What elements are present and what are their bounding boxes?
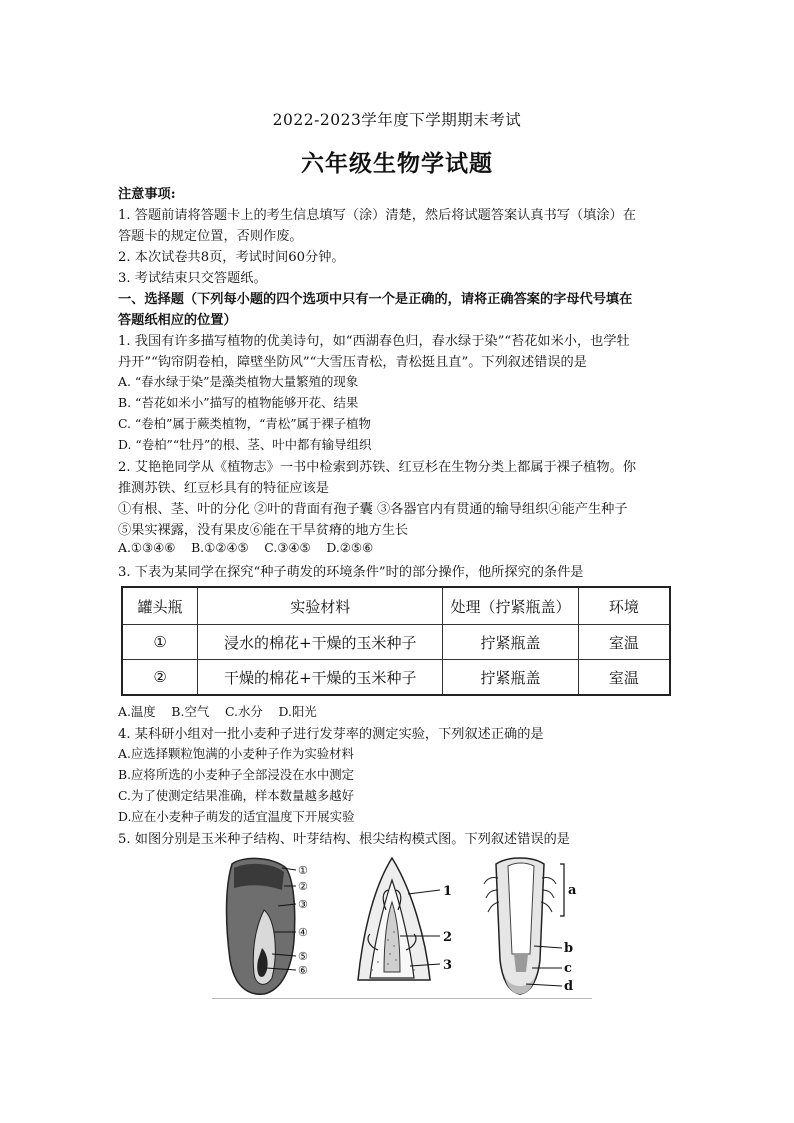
figure-label: ③ (298, 898, 308, 911)
question-stem: 3. 下表为某同学在探究“种子萌发的环境条件”时的部分操作，他所探究的条件是 (118, 565, 584, 580)
figure-label: 1 (443, 884, 453, 899)
answer-option: D.应在小麦种子萌发的适宜温度下开展实验 (118, 809, 355, 824)
table-cell: 室温 (578, 660, 670, 696)
table-cell: 拧紧瓶盖 (443, 625, 579, 660)
table-cell: 干燥的棉花+干燥的玉米种子 (198, 660, 443, 696)
exam-name: 2022-2023学年度下学期期末考试 (272, 111, 522, 129)
table-header-row (122, 587, 670, 625)
notes-heading: 注意事项: (118, 187, 176, 202)
question-stem: 丹开”“钩帘阴卷柏，障壁坐防风”“大雪压青松，青松挺且直”。下列叙述错误的是 (118, 355, 587, 370)
question-stem: 1. 我国有许多描写植物的优美诗句，如“西湖春色归，春水绿于染”“苔花如米小，也学牡 (118, 334, 630, 349)
figure-label: ② (298, 880, 308, 893)
question-stem: 5. 如图分别是玉米种子结构、叶芽结构、根尖结构模式图。下列叙述错误的是 (118, 832, 570, 847)
leaf-bud-diagram (348, 850, 468, 1000)
table-row (122, 660, 670, 696)
scan-divider (212, 998, 592, 999)
figure-label: d (564, 979, 574, 994)
note-item: 答题卡的规定位置，否则作废。 (118, 229, 303, 244)
question-stem: 2. 艾艳艳同学从《植物志》一书中检索到苏铁、红豆杉在生物分类上都属于裸子植物。你 (118, 460, 636, 475)
experiment-table (121, 586, 671, 696)
root-tip-diagram (478, 850, 588, 1000)
feature-list: ⑤果实裸露，没有果皮⑥能在干旱贫瘠的地方生长 (118, 523, 409, 538)
answer-option: C.为了使测定结果准确，样本数量越多越好 (118, 788, 355, 803)
corn-seed-diagram (212, 850, 327, 1000)
answer-option: D. “卷柏”“牡丹”的根、茎、叶中都有输导组织 (118, 437, 372, 452)
section-title: 一、选择题（下列每小题的四个选项中只有一个是正确的，请将正确答案的字母代号填在 (118, 292, 633, 307)
table-header: 实验材料 (198, 587, 443, 625)
table-cell: ② (122, 660, 198, 696)
figure-label: a (568, 883, 577, 898)
figure-label: ⑤ (298, 950, 308, 963)
figure-label: ① (298, 864, 308, 877)
answer-option: A. “春水绿于染”是藻类植物大量繁殖的现象 (118, 374, 359, 389)
answer-option: B.应将所选的小麦种子全部浸没在水中测定 (118, 767, 355, 782)
note-item: 2. 本次试卷共8页，考试时间60分钟。 (118, 250, 345, 265)
subject-title: 六年级生物学试题 (301, 150, 493, 177)
table-cell: 浸水的棉花+干燥的玉米种子 (198, 625, 443, 660)
section-title: 答题纸相应的位置） (118, 313, 237, 328)
question-stem: 推测苏铁、红豆杉具有的特征应该是 (118, 481, 329, 496)
figure-label: ④ (298, 926, 308, 939)
figure-label: c (564, 961, 572, 976)
table-cell: ① (122, 625, 198, 660)
note-item: 1. 答题前请将答题卡上的考生信息填写（涂）清楚，然后将试题答案认真书写（填涂）在 (118, 208, 636, 223)
table-header: 罐头瓶 (122, 587, 198, 625)
answer-option: A.应选择颗粒饱满的小麦种子作为实验材料 (118, 746, 354, 761)
note-item: 3. 考试结束只交答题纸。 (118, 271, 267, 286)
table-row (122, 625, 670, 660)
figure-label: 3 (443, 958, 453, 973)
answer-options: A.温度 B.空气 C.水分 D.阳光 (118, 704, 317, 719)
table-header: 处理（拧紧瓶盖） (443, 587, 579, 625)
table-cell: 室温 (578, 625, 670, 660)
answer-option: B. “苔花如米小”描写的植物能够开花、结果 (118, 395, 359, 410)
table-cell: 拧紧瓶盖 (443, 660, 579, 696)
question-stem: 4. 某科研小组对一批小麦种子进行发芽率的测定实验，下列叙述正确的是 (118, 727, 544, 742)
figure-label: b (564, 941, 574, 956)
figure-label: ⑥ (298, 964, 308, 977)
answer-option: C. “卷柏”属于蕨类植物，“青松”属于裸子植物 (118, 416, 371, 431)
figure-label: 2 (443, 930, 453, 945)
answer-options: A.①③④⑥ B.①②④⑤ C.③④⑤ D.②⑤⑥ (118, 540, 374, 555)
feature-list: ①有根、茎、叶的分化 ②叶的背面有孢子囊 ③各器官内有贯通的输导组织④能产生种子 (118, 502, 628, 517)
table-header: 环境 (578, 587, 670, 625)
